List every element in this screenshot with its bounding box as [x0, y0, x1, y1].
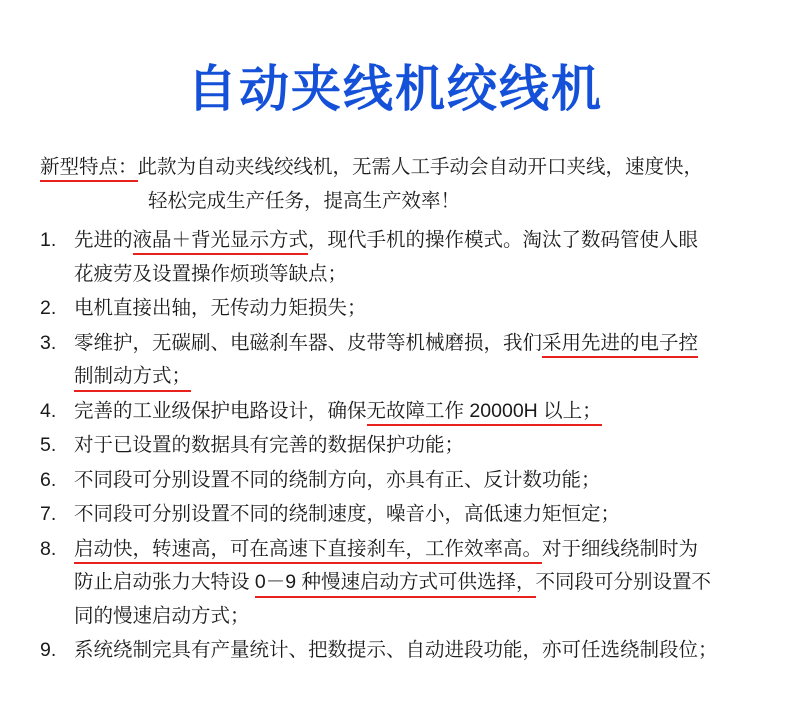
document-body: [40, 151, 750, 668]
underlined-text: 启动快，转速高，可在高速下直接刹车，工作效率高。: [74, 537, 542, 564]
underlined-text: 0－9 种慢速启动方式可供选择，: [255, 570, 536, 597]
list-item: [40, 464, 750, 498]
list-item-line-1: 系统绕制完具有产量统计、把数提示、自动进段功能，亦可任选绕制段位；: [74, 639, 718, 662]
text-seg: 不同段可分别设置不: [535, 571, 712, 594]
list-item-number: 1.: [40, 229, 57, 252]
text-seg: 防止启动张力大特设: [74, 571, 255, 594]
list-item: [40, 224, 750, 291]
underlined-text: 制制动方式；: [74, 364, 191, 391]
text-seg: 先进的: [74, 229, 133, 252]
list-item-line-2: 花疲劳及设置操作烦琐等缺点；: [74, 262, 348, 285]
list-item: [40, 395, 750, 429]
list-item-number: 6.: [40, 468, 57, 491]
list-item: [40, 292, 750, 326]
text-seg: 对于细线绕制时为: [542, 537, 699, 560]
list-item-line-1: [74, 395, 750, 429]
intro-paragraph: [40, 151, 750, 218]
list-item-line-1: [74, 224, 750, 258]
list-item-line-1: 不同段可分别设置不同的绕制方向，亦具有正、反计数功能；: [74, 468, 601, 491]
list-item: [40, 327, 750, 394]
list-item-line-1: 电机直接出轴，无传动力矩损失；: [74, 297, 367, 320]
list-item-number: 5.: [40, 434, 57, 457]
list-item-number: 7.: [40, 503, 57, 526]
list-item-line-3: 同的慢速启动方式；: [74, 604, 250, 627]
intro-line-2: 轻松完成生产任务，提高生产效率！: [148, 189, 461, 212]
list-item-line-2: [74, 360, 750, 394]
list-item-number: 8.: [40, 537, 57, 560]
list-item-number: 2.: [40, 297, 57, 320]
text-seg: ，现代手机的操作模式。淘汰了数码管使人眼: [308, 229, 699, 252]
list-item-number: 4.: [40, 399, 57, 422]
list-item: [40, 634, 750, 668]
page-title: 自动夹线机绞线机: [187, 60, 603, 118]
list-item: [40, 533, 750, 634]
intro-label: 新型特点：: [40, 155, 138, 182]
underlined-text: 液晶＋背光显示方式: [133, 228, 309, 255]
text-seg: 完善的工业级保护电路设计，确保: [74, 399, 367, 422]
list-item-number: 3.: [40, 331, 57, 354]
list-item-line-1: 对于已设置的数据具有完善的数据保护功能；: [74, 434, 465, 457]
list-item-line-1: 不同段可分别设置不同的绕制速度，噪音小，高低速力矩恒定；: [74, 503, 621, 526]
text-seg: 零维护，无碳刷、电磁刹车器、皮带等机械磨损，我们: [74, 331, 543, 354]
list-item-line-2: [74, 566, 750, 600]
feature-list: [40, 224, 750, 668]
list-item-line-1: [74, 327, 750, 361]
list-item-number: 9.: [40, 639, 57, 662]
underlined-text: 采用先进的电子控: [542, 331, 698, 358]
list-item-line-1: [74, 533, 750, 567]
underlined-text: 无故障工作 20000H 以上；: [367, 399, 602, 426]
list-item: [40, 429, 750, 463]
intro-line-1: 此款为自动夹线绞线机，无需人工手动会自动开口夹线，速度快，: [137, 156, 704, 178]
list-item: [40, 498, 750, 532]
